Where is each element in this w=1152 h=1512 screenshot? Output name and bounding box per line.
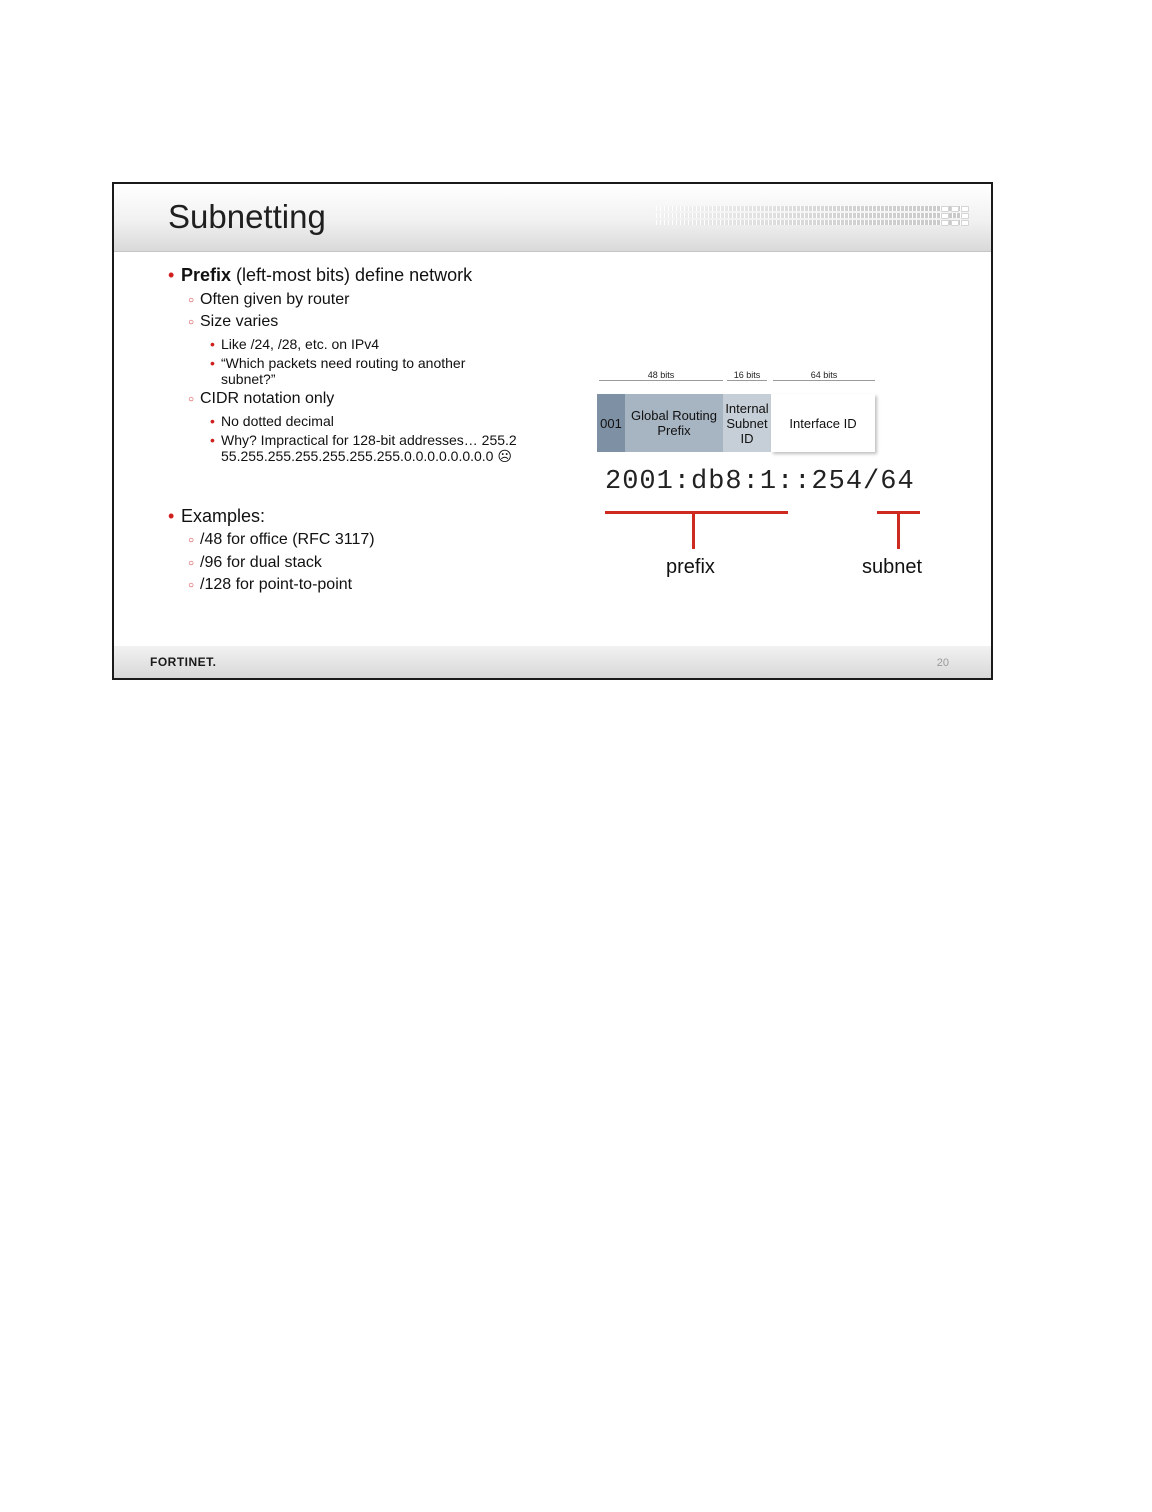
sub-bullet-text: Often given by router (200, 291, 350, 308)
sub-sub-bullet (210, 336, 530, 352)
sub-sub-bullet (210, 355, 500, 387)
bits-label: 64 bits (810, 370, 838, 380)
example-item-text: /96 for dual stack (200, 554, 322, 571)
bullet-dot-icon: • (210, 413, 215, 429)
bullet-dot-icon: • (210, 355, 215, 371)
ring-bullet-icon: ○ (188, 317, 195, 328)
examples-title: Examples: (181, 506, 266, 526)
subnet-label: subnet (862, 556, 923, 578)
subnet-bracket-stem (897, 511, 900, 549)
ring-bullet-icon: ○ (188, 394, 195, 405)
sub-sub-bullet (210, 432, 520, 464)
prefix-bracket-stem (692, 511, 695, 549)
ring-bullet-icon: ○ (188, 580, 195, 591)
sub-bullet (188, 291, 349, 309)
bits-label: 48 bits (647, 370, 675, 380)
bits-rule (727, 380, 767, 381)
sub-bullet-text: CIDR notation only (200, 390, 335, 407)
sub-bullet (188, 313, 278, 331)
ring-bullet-icon: ○ (188, 295, 195, 306)
ring-bullet-icon: ○ (188, 535, 195, 546)
example-item-text: /48 for office (RFC 3117) (200, 531, 375, 548)
example-item (188, 554, 322, 572)
ipv6-address: 2001:db8:1::254/64 (605, 467, 915, 497)
fortinet-logo-icon (941, 206, 969, 226)
fortinet-brand: FORTINET. (150, 655, 217, 669)
prefix-rest: (left-most bits) define network (231, 265, 473, 285)
header-pattern (653, 206, 963, 226)
sub-sub-bullet (210, 413, 530, 429)
bullet-dot-icon: • (210, 336, 215, 352)
prefix-bold: Prefix (181, 265, 232, 285)
bullet-dot-icon: • (168, 265, 175, 285)
segment-001: 001 (597, 394, 625, 452)
slide-title: Subnetting (168, 198, 326, 235)
bits-label: 16 bits (733, 370, 761, 380)
prefix-label: prefix (666, 556, 715, 578)
sub-sub-bullet-text: No dotted decimal (221, 413, 334, 429)
ring-bullet-icon: ○ (188, 558, 195, 569)
bullet-dot-icon: • (168, 506, 175, 526)
prefix-bracket (605, 511, 788, 514)
example-item (188, 531, 375, 549)
sub-sub-bullet-text: “Which packets need routing to another subnet?” (221, 355, 466, 387)
sub-sub-bullet-text: Why? Impractical for 128-bit addresses… 255.255.255.255.255.255.255.255.0.0.0.0.0.0.0.0 ☹ (221, 432, 517, 464)
slide (112, 182, 993, 680)
bullet-prefix (168, 265, 472, 286)
example-item-text: /128 for point-to-point (200, 576, 353, 593)
bits-rule (773, 380, 875, 381)
segment-interface-id: Interface ID (771, 394, 875, 452)
sub-sub-bullet-text: Like /24, /28, etc. on IPv4 (221, 336, 379, 352)
sub-bullet (188, 390, 334, 408)
page-number: 20 (936, 657, 949, 669)
bullet-dot-icon: • (210, 432, 215, 448)
sub-bullet-text: Size varies (200, 313, 279, 330)
segment-internal-subnet-id: Internal Subnet ID (723, 394, 771, 452)
bullet-list (114, 184, 574, 678)
bullet-examples (168, 506, 265, 527)
example-item (188, 576, 352, 594)
bits-rule (599, 380, 723, 381)
slide-footer (114, 646, 991, 678)
segment-global-routing-prefix: Global Routing Prefix (625, 394, 723, 452)
